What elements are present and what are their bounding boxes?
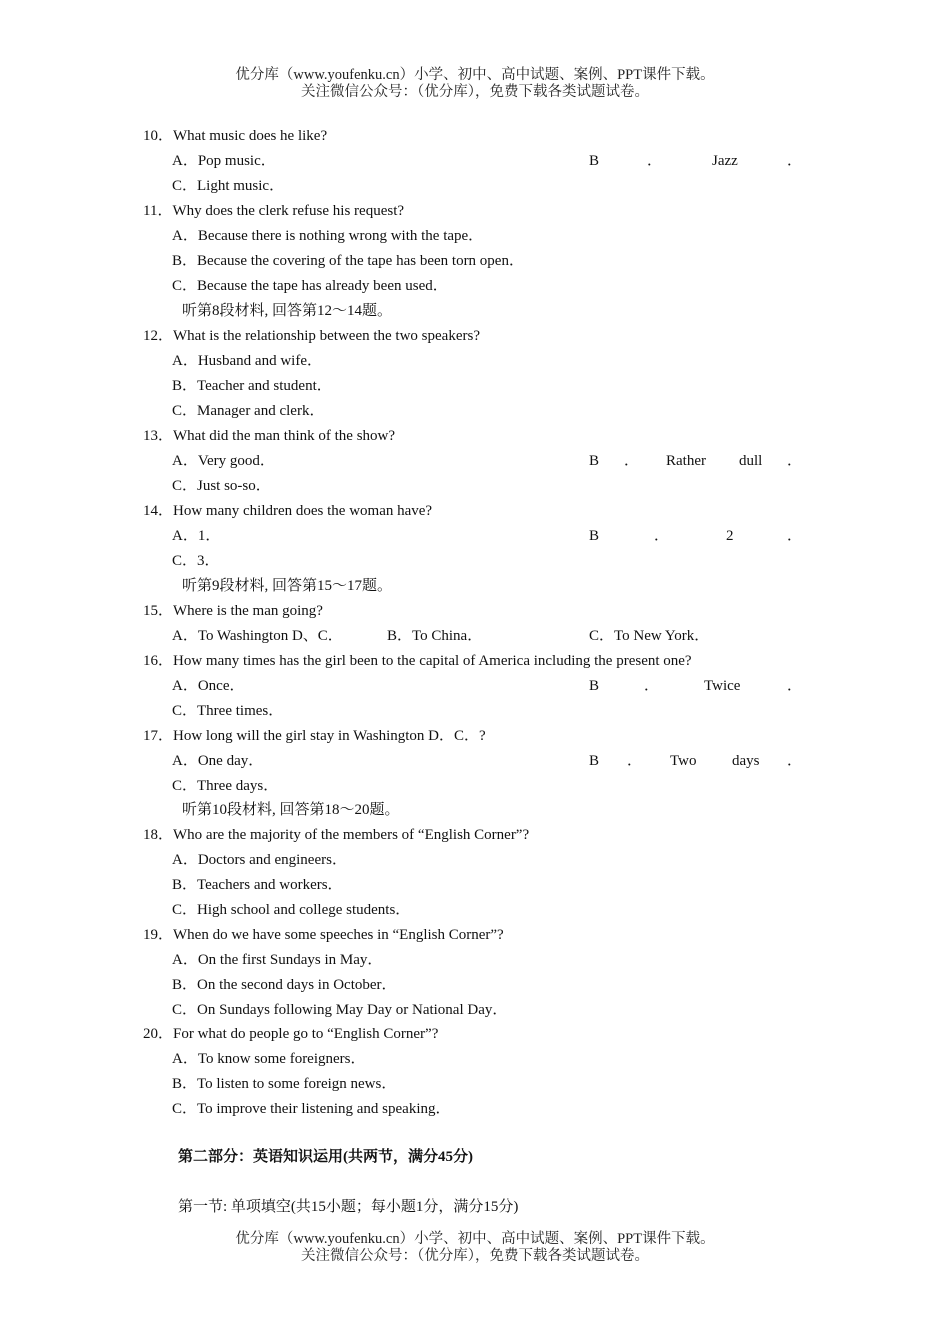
option-b-word-2: days (732, 753, 760, 769)
part-2-section-1-title: 第一节: 单项填空(共15小题；每小题1分，满分15分) (178, 1199, 519, 1215)
question-20-stem: 20．For what do people go to “English Corner”? (143, 1026, 439, 1042)
question-18-option-a: A．Doctors and engineers． (172, 852, 347, 868)
option-b-text: Twice (704, 678, 741, 694)
question-12-option-a: A．Husband and wife． (172, 353, 322, 369)
question-12-option-c: C．Manager and clerk． (172, 403, 325, 419)
question-14-option-b (589, 524, 803, 549)
question-18-option-b: B．Teachers and workers． (172, 877, 343, 893)
option-b-mark: ． (647, 153, 663, 169)
question-10-option-c: C．Light music． (172, 178, 285, 194)
question-15-stem: 15．Where is the man going? (143, 603, 323, 619)
question-10-stem: 10．What music does he like? (143, 128, 328, 144)
option-b-text: 2 (726, 528, 734, 544)
question-17-option-a: A．One day． (172, 753, 264, 769)
question-11-option-a: A．Because there is nothing wrong with the tape． (172, 228, 484, 244)
question-15-option-c: C．To New York． (589, 628, 710, 644)
option-b-letter: B (589, 528, 600, 544)
question-13-option-b (589, 449, 803, 474)
question-14-stem: 14．How many children does the woman have? (143, 503, 433, 519)
question-14-option-c: C．3． (172, 553, 220, 569)
part-2-title: 第二部分：英语知识运用(共两节，满分45分) (178, 1149, 473, 1165)
option-b-mark: ． (654, 528, 670, 544)
question-19-option-a: A．On the first Sundays in May． (172, 952, 383, 968)
question-13-stem: 13．What did the man think of the show? (143, 428, 396, 444)
page-header (0, 67, 950, 101)
header-line-2: 关注微信公众号：（优分库），免费下载各类试题试卷。 (301, 84, 649, 100)
question-16-option-c: C．Three times． (172, 703, 284, 719)
footer-line-2: 关注微信公众号：（优分库），免费下载各类试题试卷。 (301, 1248, 649, 1264)
question-11-option-b: B．Because the covering of the tape has been torn open． (172, 253, 524, 269)
option-b-mark: ． (624, 453, 640, 469)
option-b-letter: B (589, 678, 600, 694)
question-18-option-c: C．High school and college students． (172, 902, 411, 918)
footer-line-1: 优分库（www.youfenku.cn）小学、初中、高中试题、案例、PPT课件下载。 (235, 1231, 715, 1247)
option-b-period: ． (787, 153, 803, 169)
option-b-mark: ． (644, 678, 660, 694)
question-12-option-b: B．Teacher and student． (172, 378, 332, 394)
section-10-instruction: 听第10段材料, 回答第18～20题。 (182, 802, 400, 818)
question-13-option-a: A．Very good． (172, 453, 275, 469)
question-17-option-c: C．Three days． (172, 778, 279, 794)
question-13-option-c: C．Just so-so． (172, 478, 271, 494)
question-16-stem: 16．How many times has the girl been to the capital of America including the present one? (143, 653, 692, 669)
option-b-mark: ． (627, 753, 643, 769)
option-b-period: ． (787, 678, 803, 694)
question-17-option-b (589, 749, 803, 774)
question-16-option-b (589, 674, 803, 699)
question-16-option-a: A．Once． (172, 678, 245, 694)
question-19-option-b: B．On the second days in October． (172, 977, 397, 993)
option-b-period: ． (787, 528, 803, 544)
question-19-stem: 19．When do we have some speeches in “English Corner”? (143, 927, 504, 943)
option-b-period: ． (787, 753, 803, 769)
question-12-stem: 12．What is the relationship between the two speakers? (143, 328, 480, 344)
question-20-option-a: A．To know some foreigners． (172, 1051, 366, 1067)
page-footer (0, 1231, 950, 1265)
question-18-stem: 18．Who are the majority of the members of “English Corner”? (143, 827, 530, 843)
question-15-option-a: A．To Washington D、C． (172, 628, 343, 644)
option-b-word-2: dull (739, 453, 763, 469)
option-b-letter: B (589, 153, 600, 169)
option-b-period: ． (787, 453, 803, 469)
question-10-option-a: A．Pop music． (172, 153, 276, 169)
question-14-option-a: A．1． (172, 528, 221, 544)
question-19-option-c: C．On Sundays following May Day or National Day． (172, 1002, 508, 1018)
question-10-option-b (589, 149, 803, 174)
question-15-option-b: B．To China． (387, 628, 483, 644)
section-8-instruction: 听第8段材料, 回答第12～14题。 (182, 303, 393, 319)
option-b-text: Jazz (712, 153, 738, 169)
section-9-instruction: 听第9段材料, 回答第15～17题。 (182, 578, 393, 594)
option-b-word-1: Rather (666, 453, 706, 469)
question-11-option-c: C．Because the tape has already been used． (172, 278, 448, 294)
question-17-stem: 17．How long will the girl stay in Washington D．C．? (143, 728, 486, 744)
question-20-option-b: B．To listen to some foreign news． (172, 1076, 397, 1092)
option-b-letter: B (589, 453, 600, 469)
question-11-stem: 11．Why does the clerk refuse his request? (143, 203, 405, 219)
question-20-option-c: C．To improve their listening and speaking． (172, 1101, 451, 1117)
option-b-letter: B (589, 753, 600, 769)
option-b-word-1: Two (670, 753, 697, 769)
header-line-1: 优分库（www.youfenku.cn）小学、初中、高中试题、案例、PPT课件下载。 (235, 67, 715, 83)
